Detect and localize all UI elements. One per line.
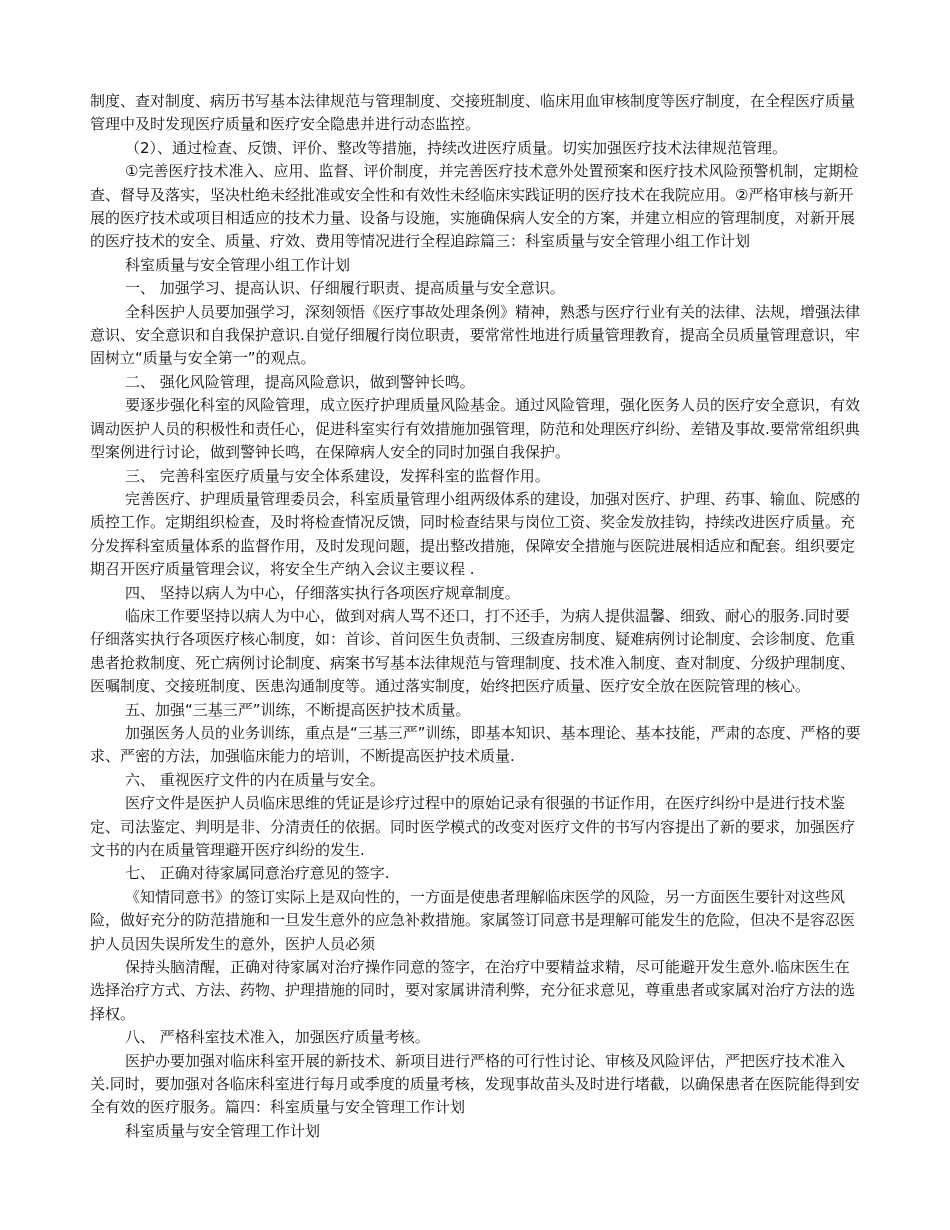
paragraph: 临床工作要坚持以病人为中心，做到对病人骂不还口，打不还手，为病人提供温馨、细致、耐心的服务.同时要仔细落实执行各项医疗核心制度，如：首诊、首问医生负责制、三级查房制度、疑难病例讨论制度、会诊制度、危重患者抢救制度、死亡病例讨论制度、病案书写基本法律规范与管理制度、技术准入制度、查对制度、分级护理制度、医嘱制度、交接班制度、医患沟通制度等。通过落实制度，始终把医疗质量、医疗安全放在医院管理的核心。	[90, 606, 856, 696]
section-heading: 三、 完善科室医疗质量与安全体系建设，发挥科室的监督作用。	[125, 466, 550, 485]
section-heading: 八、 严格科室技术准入，加强医疗质量考核。	[125, 1028, 430, 1047]
section-heading: 七、 正确对待家属同意治疗意见的签字.	[125, 864, 390, 883]
paragraph: 医护办要加强对临床科室开展的新技术、新项目进行严格的可行性讨论、审核及风险评估，严把医疗技术准入关.同时，要加强对各临床科室进行每月或季度的质量考核，发现事故苗头及时进行堵截，以确保患者在医院能得到安全有效的医疗服务。篇四：科室质量与安全管理工作计划	[90, 1051, 860, 1117]
section-title: 科室质量与安全管理工作计划	[125, 1121, 321, 1140]
paragraph: 完善医疗、护理质量管理委员会，科室质量管理小组两级体系的建设，加强对医疗、护理、药事、输血、院感的质控工作。定期组织检查，及时将检查情况反馈，同时检查结果与岗位工资、奖金发放挂钩，持续改进医疗质量。充分发挥科室质量体系的监督作用，及时发现问题，提出整改措施，保障安全措施与医院进展相适应和配套。组织要定期召开医疗质量管理会议，将安全生产纳入会议主要议程 .	[90, 489, 861, 579]
section-heading: 四、 坚持以病人为中心，仔细落实执行各项医疗规章制度。	[125, 583, 520, 602]
paragraph: 要逐步强化科室的风险管理，成立医疗护理质量风险基金。通过风险管理，强化医务人员的医疗安全意识，有效调动医护人员的积极性和责任心，促进科室实行有效措施加强管理，防范和处理医疗纠纷、差错及事故.要常常组织典型案例进行讨论，做到警钟长鸣，在保障病人安全的同时加强自我保护。	[90, 396, 861, 462]
section-heading: 一、 加强学习、提高认识、仔细履行职责、提高质量与安全意识。	[125, 279, 565, 298]
section-heading: 五、加强“三基三严”训练，不断提高医护技术质量。	[125, 700, 471, 719]
section-heading: 六、 重视医疗文件的内在质量与安全。	[125, 770, 385, 789]
paragraph: 制度、查对制度、病历书写基本法律规范与管理制度、交接班制度、临床用血审核制度等医疗制度，在全程医疗质量管理中及时发现医疗质量和医疗安全隐患并进行动态监控。	[90, 92, 856, 134]
paragraph: ①完善医疗技术准入、应用、监督、评价制度，并完善医疗技术意外处置预案和医疗技术风险预警机制，定期检查、督导及落实，坚决杜绝未经批准或安全性和有效性未经临床实践证明的医疗技术在我院应用。②严格审核与新开展的医疗技术或项目相适应的技术力量、设备与设施，实施确保病人安全的方案，并建立相应的管理制度，对新开展的医疗技术的安全、质量、疗效、费用等情况进行全程追踪篇三：科室质量与安全管理小组工作计划	[90, 162, 859, 251]
document-body	[90, 90, 862, 1143]
paragraph: 加强医务人员的业务训练，重点是“三基三严”训练，即基本知识、基本理论、基本技能，严肃的态度、严格的要求、严密的方法，加强临床能力的培训，不断提高医护技术质量.	[90, 723, 861, 766]
paragraph: 医疗文件是医护人员临床思维的凭证是诊疗过程中的原始记录有很强的书证作用，在医疗纠纷中是进行技术鉴定、司法鉴定、判明是非、分清责任的依据。同时医学模式的改变对医疗文件的书写内容提出了新的要求，加强医疗文书的内在质量管理避开医疗纠纷的发生.	[90, 794, 856, 859]
paragraph: 全科医护人员要加强学习，深刻领悟《医疗事故处理条例》精神，熟悉与医疗行业有关的法律、法规，增强法律意识、安全意识和自我保护意识.自觉仔细履行岗位职责，要常常性地进行质量管理教育，提高全员质量管理意识，牢固树立“质量与安全第一”的观点。	[90, 302, 861, 368]
section-heading: 二、 强化风险管理，提高风险意识，做到警钟长鸣。	[125, 372, 475, 391]
paragraph: 《知情同意书》的签订实际上是双向性的，一方面是使患者理解临床医学的风险，另一方面医生要针对这些风险，做好充分的防范措施和一旦发生意外的应急补救措施。家属签订同意书是理解可能发生的危险，但决不是容忍医护人员因失误所发生的意外，医护人员必须	[90, 887, 856, 953]
paragraph: 保持头脑清醒，正确对待家属对治疗操作同意的签字，在治疗中要精益求精，尽可能避开发生意外.临床医生在选择治疗方式、方法、药物、护理措施的同时，要对家属讲清利弊，充分征求意见，尊重患者或家属对治疗方法的选择权。	[90, 958, 856, 1023]
section-title: 科室质量与安全管理小组工作计划	[125, 255, 351, 274]
paragraph: （2）、通过检查、反馈、评价、整改等措施，持续改进医疗质量。切实加强医疗技术法律规范管理。	[125, 138, 788, 157]
